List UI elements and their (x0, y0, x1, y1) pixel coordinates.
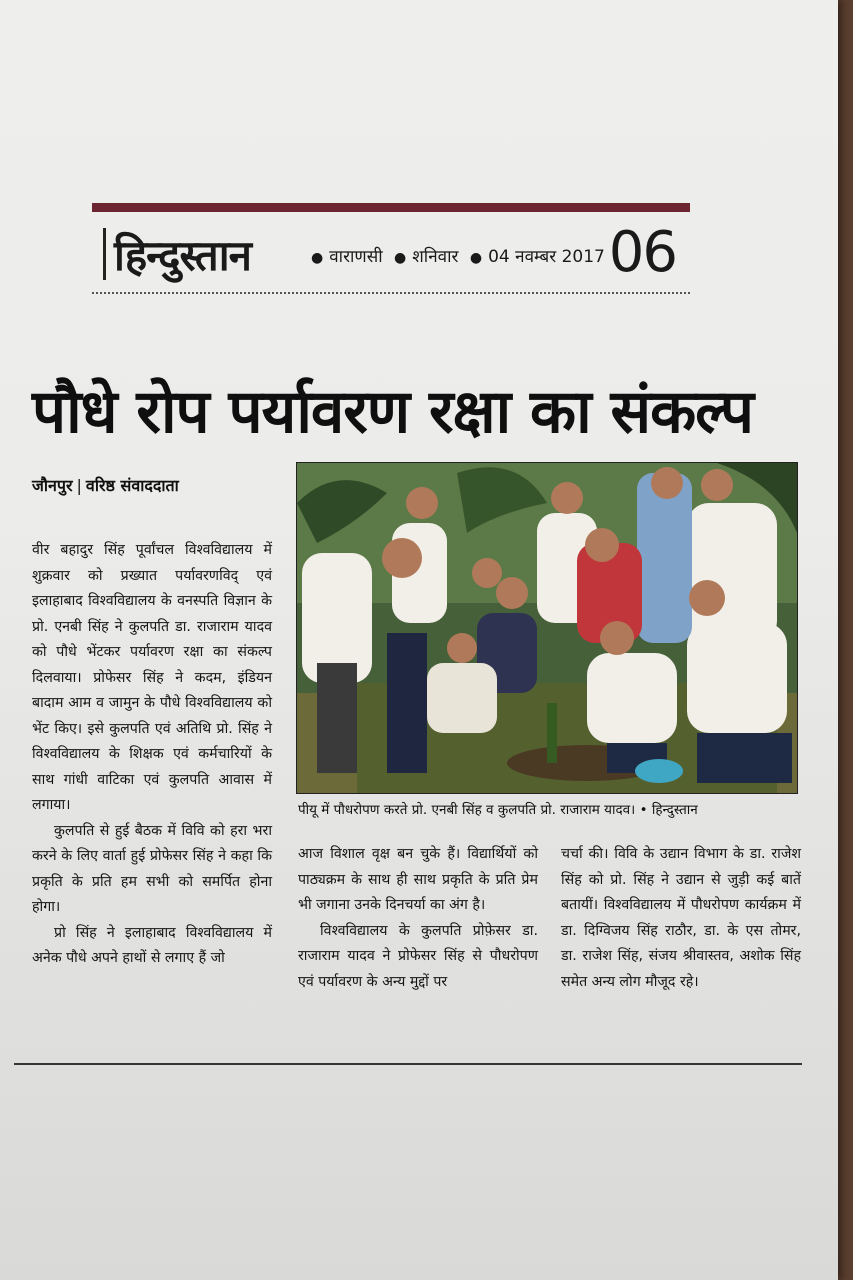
masthead-top-rule (92, 203, 690, 212)
article-paragraph: कुलपति से हुई बैठक में विवि को हरा भरा करने के लिए वार्ता हुई प्रोफेसर सिंह ने कहा कि प्रकृति के प्रति हम सभी को समर्पित होना होगा। (32, 822, 272, 915)
bullet-icon: ● (394, 250, 407, 266)
bullet-icon: ● (311, 250, 324, 266)
paper-name: हिन्दुस्तान (114, 231, 251, 280)
masthead-meta (305, 244, 605, 267)
article-paragraph: चर्चा की। विवि के उद्यान विभाग के डा. राजेश सिंह को प्रो. सिंह ने उद्यान से जुड़ी कई बातें बतायीं। विश्वविद्यालय में पौधरोपण कार्यक्रम में डा. दिग्विजय सिंह राठौर, डा. के एस तोमर, डा. राजेश सिंह, संजय श्रीवास्तव, अशोक सिंह समेत अन्य लोग मौजूद रहे। (561, 846, 801, 990)
article-dateline (32, 474, 179, 496)
bullet-icon: ● (469, 250, 483, 266)
masthead-divider (103, 228, 106, 280)
news-photo (296, 462, 798, 794)
tree-planting-photo (297, 463, 797, 793)
masthead (100, 220, 690, 285)
masthead-city: वाराणसी (329, 247, 383, 267)
masthead-dotted-rule (92, 292, 690, 294)
article-paragraph: वीर बहादुर सिंह पूर्वांचल विश्वविद्यालय में शुक्रवार को प्रख्यात पर्यावरणविद् एवं इलाहाबाद विश्वविद्यालय के वनस्पति विज्ञान के प्रो. एनबी सिंह ने कुलपति डा. राजाराम यादव को पौधे भेंटकर पर्यावरण रक्षा का संकल्प दिलवाया। प्रोफेसर सिंह ने कदम, इंडियन बादाम आम व जामुन के पौधे विश्वविद्यालय को भेंट किए। इसे कुलपति एवं अतिथि प्रो. सिंह ने विश्वविद्यालय के शिक्षक एवं कर्मचारियों के साथ गांधी वाटिका एवं कुलपति आवास में लगाया। (32, 542, 272, 813)
article-column-1 (32, 538, 272, 972)
article-bottom-rule (14, 1063, 802, 1065)
dateline-separator: | (76, 476, 82, 495)
photo-caption: पीयू में पौधरोपण करते प्रो. एनबी सिंह व कुलपति प्रो. राजाराम यादव। • हिन्दुस्तान (298, 802, 698, 818)
article-paragraph: प्रो सिंह ने इलाहाबाद विश्वविद्यालय में अनेक पौधे अपने हाथों से लगाए हैं जो (32, 924, 272, 966)
masthead-date: 04 नवम्बर 2017 (488, 247, 605, 267)
masthead-day: शनिवार (412, 247, 459, 267)
article-paragraph: विश्वविद्यालय के कुलपति प्रोफ़ेसर डा. राजाराम यादव ने प्रोफेसर सिंह से पौधरोपण एवं पर्यावरण के अन्य मुद्दों पर (298, 922, 538, 990)
article-paragraph: आज विशाल वृक्ष बन चुके हैं। विद्यार्थियों को पाठ्यक्रम के साथ ही साथ प्रकृति के प्रति प्रेम भी जगाना उनके दिनचर्या का अंग है। (298, 846, 538, 913)
article-headline: पौधे रोप पर्यावरण रक्षा का संकल्प (32, 377, 754, 447)
dateline-author: वरिष्ठ संवाददाता (85, 476, 179, 495)
article-column-2 (298, 842, 538, 995)
page-number: 06 (608, 220, 676, 285)
dateline-place: जौनपुर (32, 476, 73, 495)
article-column-3 (561, 842, 801, 995)
